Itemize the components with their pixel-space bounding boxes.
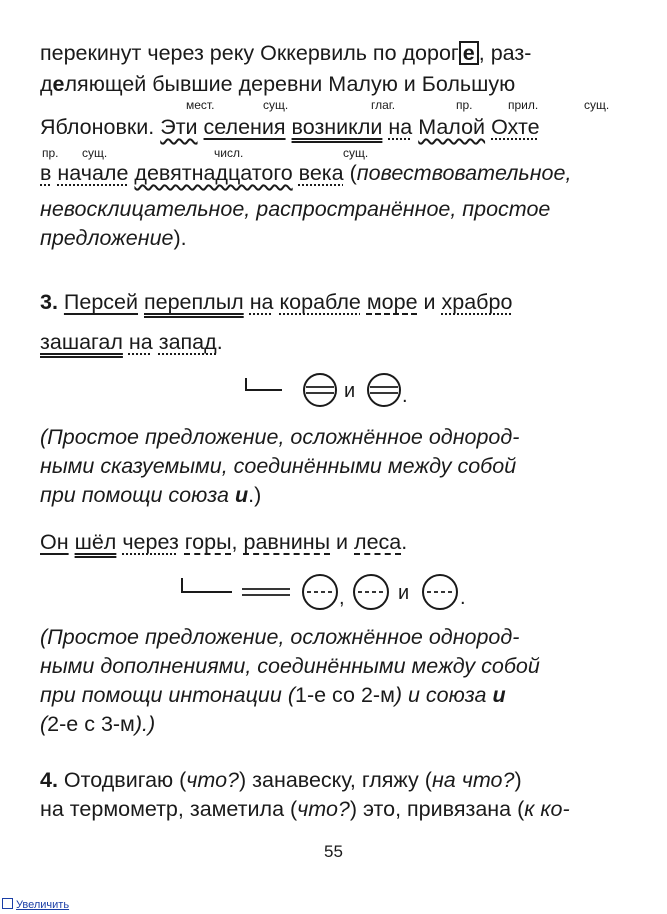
- example-sentence-2: Он шёл через горы, равнины и леса.: [40, 530, 408, 554]
- pos-label: сущ.: [343, 146, 369, 160]
- exercise-3-line-2: зашагал на запад.: [40, 330, 223, 354]
- scheme-conjunction: и: [344, 380, 356, 402]
- bold-letter: е: [52, 72, 65, 96]
- pos-label: мест.: [186, 98, 215, 112]
- text-line-2: деляющей бывшие деревни Малую и Большую: [40, 72, 516, 96]
- pos-label: пр.: [456, 98, 473, 112]
- highlighted-letter: е: [459, 41, 479, 65]
- text-line-6: предложение).: [40, 226, 187, 250]
- text-line-5: невосклицательное, распространённое, простое: [40, 197, 551, 221]
- pos-label: прил.: [508, 98, 539, 112]
- text-line-1: перекинут через реку Оккервиль по дорог е , раз-: [40, 41, 532, 65]
- pos-label: сущ.: [584, 98, 610, 112]
- explanation-3-line-1: (Простое предложение, осложнённое однород-: [40, 425, 520, 449]
- pos-label: сущ.: [82, 146, 108, 160]
- page-number: 55: [324, 842, 343, 861]
- scheme-period: .: [460, 587, 466, 609]
- exercise-4-line-2: на термометр, заметила (что?) это, привязана (к ко-: [40, 797, 570, 821]
- pos-label: числ.: [214, 146, 244, 160]
- explanation-3-line-2: ными сказуемыми, соединёнными между собой: [40, 454, 517, 478]
- explanation-3b-line-1: (Простое предложение, осложнённое однород-: [40, 625, 520, 649]
- exercise-number: 4.: [40, 768, 58, 792]
- zoom-icon: [2, 898, 13, 909]
- scheme-comma: ,: [339, 587, 345, 609]
- text-line-3: Яблоновки. Эти селения возникли на Малой Охте: [40, 115, 540, 139]
- pos-label: пр.: [42, 146, 59, 160]
- scheme-conjunction: и: [398, 582, 410, 604]
- explanation-3b-line-2: ными дополнениями, соединёнными между собой: [40, 654, 540, 678]
- text-line-4: в начале девятнадцатого века (повествовательное,: [40, 161, 572, 185]
- exercise-4-line-1: 4. Отодвигаю (что?) занавеску, гляжу (на что?): [40, 768, 522, 792]
- exercise-3-line-1: 3. Персей переплыл на корабле море и храбро: [40, 290, 513, 314]
- zoom-link[interactable]: Увеличить: [2, 898, 69, 911]
- explanation-3b-line-4: (2-е с 3-м).): [40, 712, 156, 736]
- exercise-number: 3.: [40, 290, 58, 314]
- sentence-scheme-1: [240, 372, 440, 408]
- explanation-3-line-3: при помощи союза и.): [40, 483, 262, 507]
- pos-label: сущ.: [263, 98, 289, 112]
- scheme-period: .: [402, 385, 408, 407]
- explanation-3b-line-3: при помощи интонации (1-е со 2-м) и союза и: [40, 683, 506, 707]
- sentence-scheme-2: [176, 572, 496, 612]
- pos-label: глаг.: [371, 98, 396, 112]
